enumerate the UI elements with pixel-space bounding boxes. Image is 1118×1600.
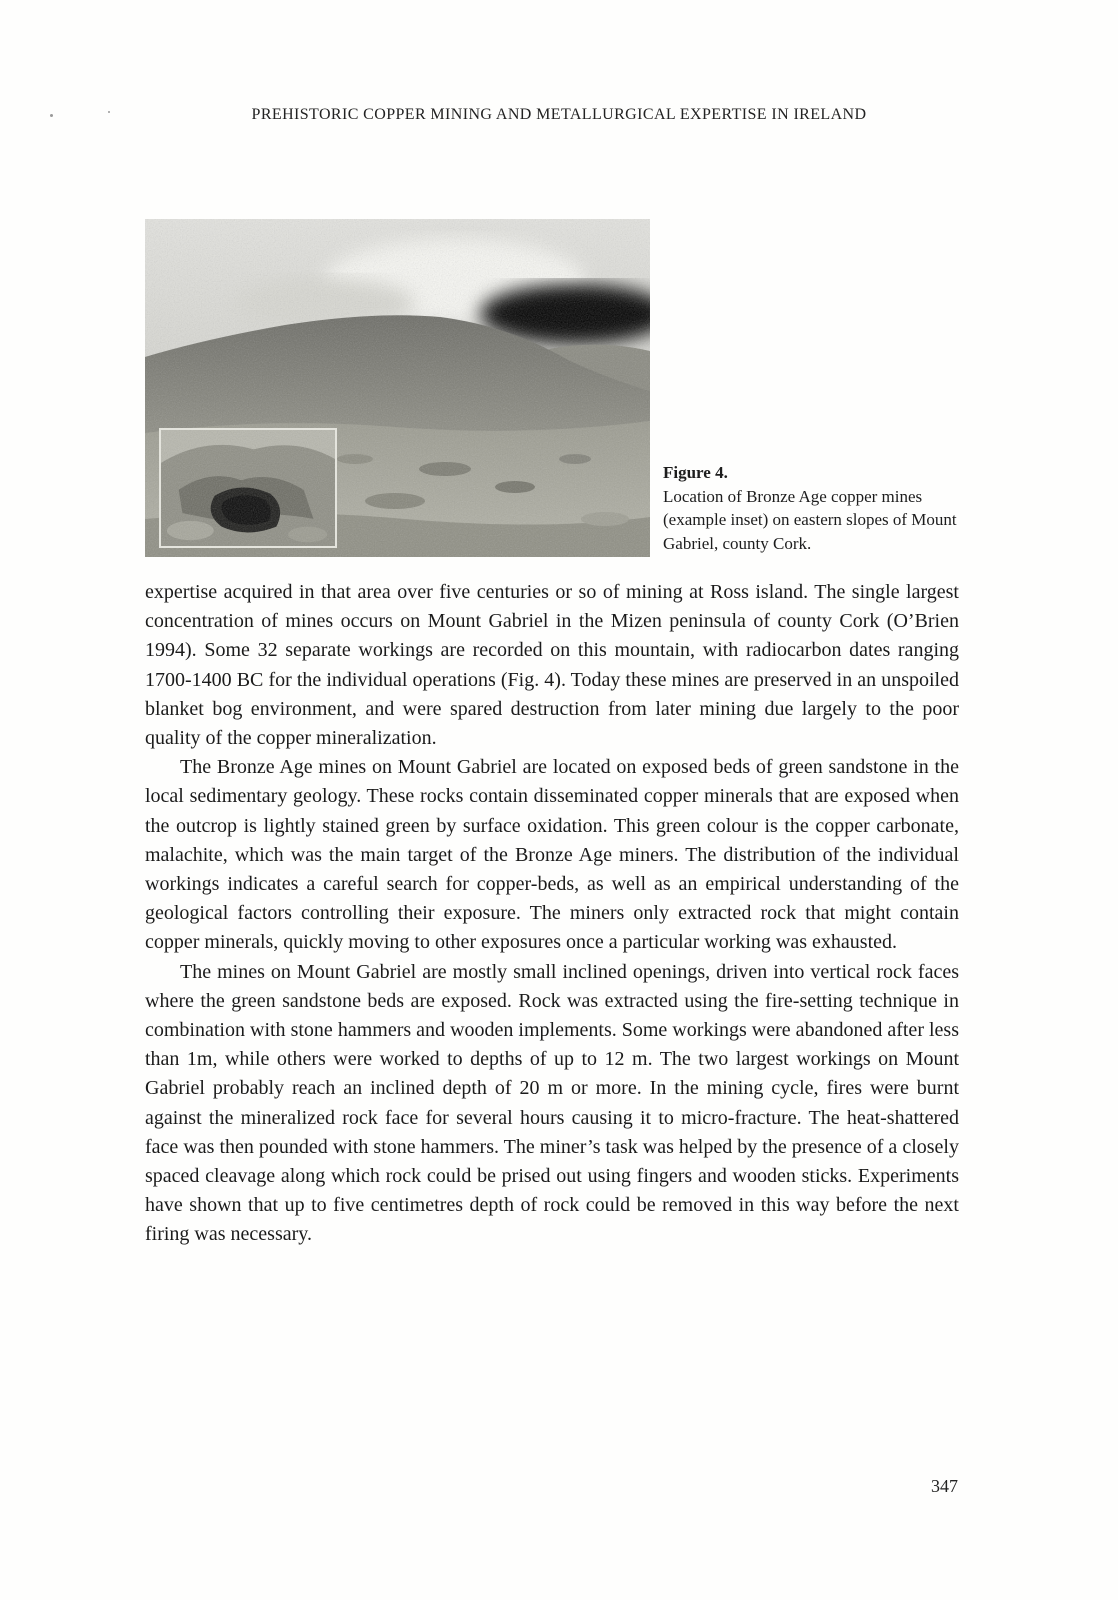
body-paragraph: The Bronze Age mines on Mount Gabriel are located on exposed beds of green sandstone in the local sedimentary geology. These rocks contain disseminated copper minerals that are exposed when the outcrop is lightly stained green by surface oxidation. This green colour is the copper carbonate, malachite, which was the main target of the Bronze Age miners. The distribution of the individual workings indicates a careful search for copper-beds, as well as an empirical understanding of the geological factors controlling their exposure. The miners only extracted rock that might contain copper minerals, quickly moving to other exposures once a particular working was exhausted. bbox=[145, 756, 959, 954]
running-header: PREHISTORIC COPPER MINING AND METALLURGICAL EXPERTISE IN IRELAND bbox=[251, 106, 867, 123]
figure-caption-text: Location of Bronze Age copper mines (example inset) on eastern slopes of Mount Gabriel, county Cork. bbox=[663, 486, 957, 553]
figure-caption bbox=[663, 461, 963, 555]
article-body bbox=[145, 578, 959, 1250]
mine-opening-graphic bbox=[161, 430, 335, 546]
figure-inset-mine-photo bbox=[159, 428, 337, 548]
figure-photo-hillside bbox=[145, 219, 650, 557]
figure-label: Figure 4. bbox=[663, 463, 728, 482]
page-number: 347 bbox=[931, 1476, 958, 1496]
body-paragraph: The mines on Mount Gabriel are mostly small inclined openings, driven into vertical rock faces where the green sandstone beds are exposed. Rock was extracted using the fire-setting technique in combination with stone hammers and wooden implements. Some workings were abandoned after less than 1m, while others were worked to depths of up to 12 m. The two largest workings on Mount Gabriel probably reach an inclined depth of 20 m or more. In the mining cycle, fires were burnt against the mineralized rock face for several hours causing it to micro-fracture. The heat-shattered face was then pounded with stone hammers. The miner’s task was helped by the presence of a closely spaced cleavage along which rock could be prised out using fingers and wooden sticks. Experiments have shown that up to five centimetres depth of rock could be removed in this way before the next firing was necessary. bbox=[145, 960, 959, 1246]
body-paragraph: expertise acquired in that area over five centuries or so of mining at Ross island. The single largest concentration of mines occurs on Mount Gabriel in the Mizen peninsula of county Cork (O’Brien 1994). Some 32 separate workings are recorded on this mountain, with radiocarbon dates ranging 1700-1400 BC for the individual operations (Fig. 4). Today these mines are preserved in an unspoiled blanket bog environment, and were spared destruction from later mining due largely to the poor quality of the copper mineralization. bbox=[145, 581, 959, 750]
